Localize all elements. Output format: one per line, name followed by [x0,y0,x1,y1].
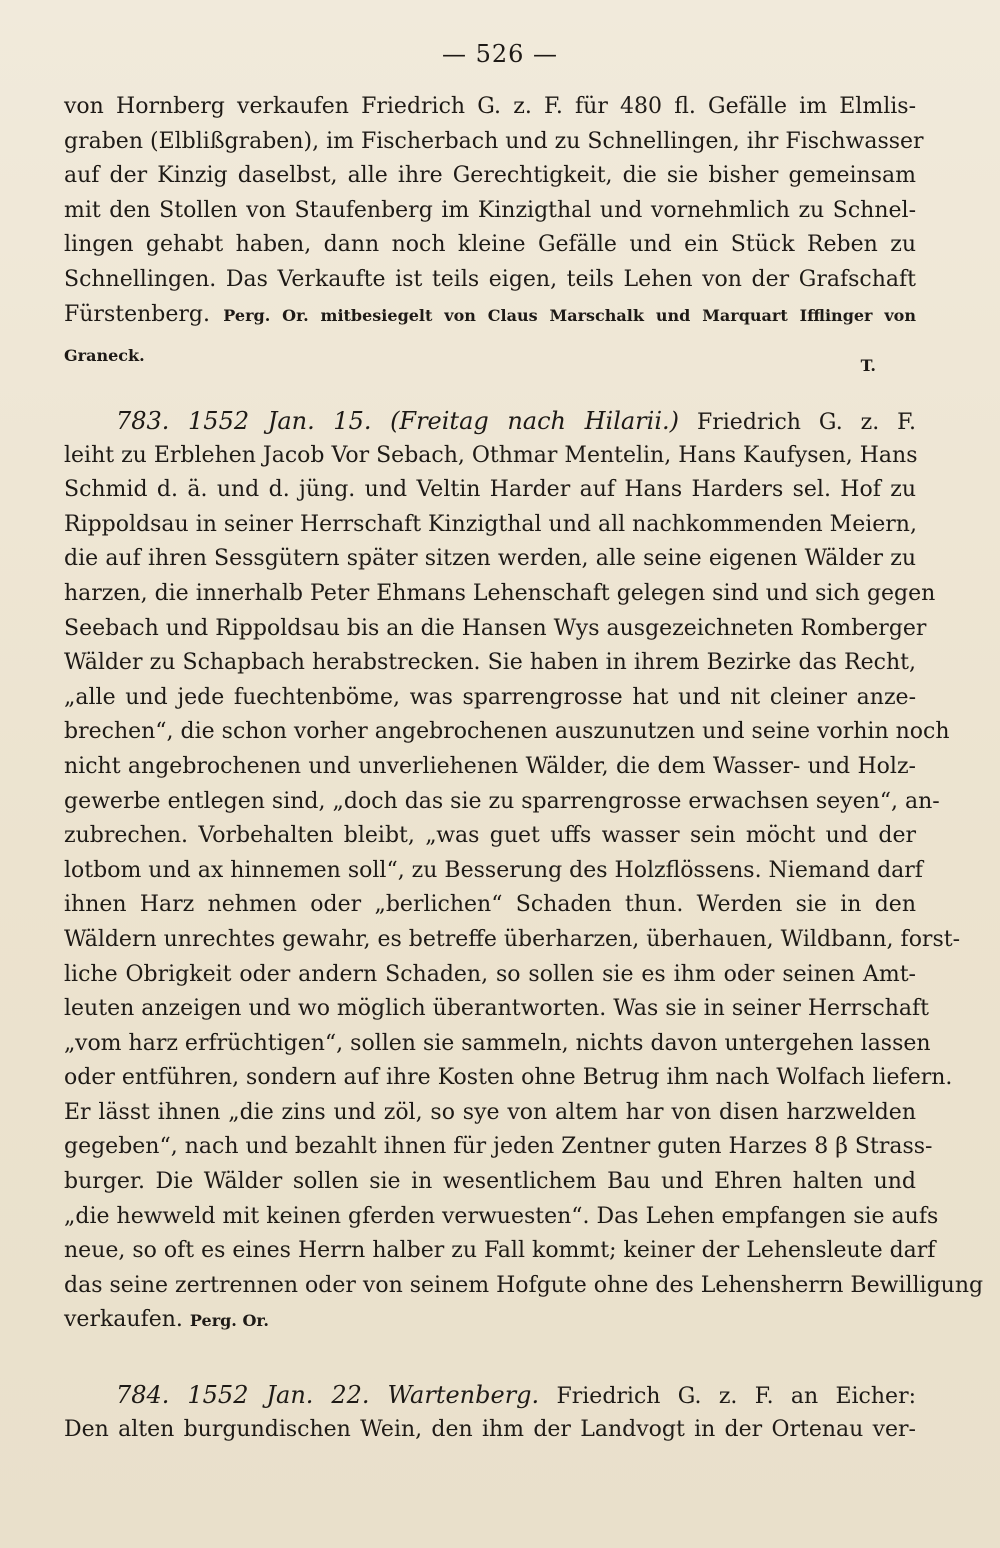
text-line [64,1303,916,1338]
source-note: Perg. Or. [189,1311,269,1331]
text-line: burger. Die Wälder sollen sie in wesentlichem Bau und Ehren halten und [64,1169,916,1195]
text-line: gewerbe entlegen sind, „doch das sie zu sparrengrosse erwachsen seyen“, an- [64,788,940,814]
entry-784 [64,1378,916,1447]
text-line: lingen gehabt haben, dann noch kleine Gefälle und ein Stück Reben zu [64,232,916,258]
text-line: liche Obrigkeit oder andern Schaden, so sollen sie es ihm oder seinen Amt- [64,961,916,987]
entry-783 [64,404,984,1338]
text-line: Schnellingen. Das Verkaufte ist teils eigen, teils Lehen von der Grafschaft [64,266,916,292]
text-line: die auf ihren Sessgütern später sitzen werden, alle seine eigenen Wälder zu [64,546,916,572]
text-line: von Hornberg verkaufen Friedrich G. z. F. für 480 fl. Gefälle im Elmlis- [64,94,916,119]
text-line: leuten anzeigen und wo möglich überantworten. Was sie in seiner Herrschaft [64,996,929,1022]
signature-mark: T. [860,356,876,375]
entry-heading: 783. 1552 Jan. 15. (Freitag nach Hilarii.) [116,407,680,435]
text-line: oder entführen, sondern auf ihre Kosten ohne Betrug ihm nach Wolfach liefern. [64,1065,953,1091]
text-line: Rippoldsau in seiner Herrschaft Kinzigthal und all nachkommenden Meiern, [64,511,917,537]
text-line: das seine zertrennen oder von seinem Hofgute ohne des Lehensherrn Bewilligung [64,1272,984,1298]
text-line: Wäldern unrechtes gewahr, es betreffe überharzen, überhauen, Wildbann, forst- [64,926,961,952]
text-line [64,298,916,333]
source-note-row [64,346,916,376]
text-line: harzen, die innerhalb Peter Ehmans Lehenschaft gelegen sind und sich gegen [64,580,936,606]
text-line: graben (Elblißgraben), im Fischerbach und zu Schnellingen, ihr Fischwasser [64,128,924,154]
text-line: nicht angebrochenen und unverliehenen Wälder, die dem Wasser- und Holz- [64,753,916,779]
source-note: Perg. Or. mitbesiegelt von Claus Marschalk und Marquart Ifflinger von [223,305,916,325]
text-line: Er lässt ihnen „die zins und zöl, so sye von altem har von disen harzwelden [64,1099,916,1125]
text-line: lotbom und ax hinnemen soll“, zu Besserung des Holzflössens. Niemand darf [64,857,923,883]
text-line: „alle und jede fuechtenböme, was sparrengrosse hat und nit cleiner anze- [64,684,916,710]
text-line: mit den Stollen von Staufenberg im Kinzigthal und vornehmlich zu Schnel- [64,197,916,223]
text-line: gegeben“, nach und bezahlt ihnen für jeden Zentner guten Harzes 8 β Strass- [64,1134,933,1160]
text-line: auf der Kinzig daselbst, alle ihre Gerechtigkeit, die sie bisher gemeinsam [64,163,916,189]
text-line: neue, so oft es eines Herrn halber zu Fall kommt; keiner der Lehensleute darf [64,1238,936,1264]
text-line: ihnen Harz nehmen oder „berlichen“ Schaden thun. Werden sie in den [64,892,916,918]
entry-heading-line [64,404,916,439]
entry-heading-line [64,1378,916,1413]
text-line: Seebach und Rippoldsau bis an die Hansen Wys ausgezeichneten Romberger [64,615,927,641]
text-line: Wälder zu Schapbach herabstrecken. Sie haben in ihrem Bezirke das Recht, [64,650,916,676]
text-line: „vom harz erfrüchtigen“, sollen sie sammeln, nichts davon untergehen lassen [64,1030,931,1056]
text-line: „die hewweld mit keinen gferden verwuesten“. Das Lehen empfangen sie aufs [64,1203,939,1229]
paragraph-continuation [64,90,924,332]
text-line: Den alten burgundischen Wein, den ihm der Landvogt in der Ortenau ver- [64,1416,916,1442]
page-number: — 526 — [441,40,559,68]
source-note: Graneck. [64,346,145,365]
text-line: leiht zu Erblehen Jacob Vor Sebach, Othmar Mentelin, Hans Kaufysen, Hans [64,442,918,468]
text-segment: Fürstenberg. [64,301,210,327]
text-segment: verkaufen. [64,1307,183,1333]
text-segment: Friedrich G. z. F. an Eicher: [556,1384,916,1409]
entry-heading: 784. 1552 Jan. 22. Wartenberg. [116,1381,540,1409]
text-line: Schmid d. ä. und d. jüng. und Veltin Harder auf Hans Harders sel. Hof zu [64,477,916,503]
text-line: zubrechen. Vorbehalten bleibt, „was guet uffs wasser sein möcht und der [64,823,916,849]
text-line: brechen“, die schon vorher angebrochenen auszunutzen und seine vorhin noch [64,719,950,745]
text-segment: Friedrich G. z. F. [696,410,917,435]
